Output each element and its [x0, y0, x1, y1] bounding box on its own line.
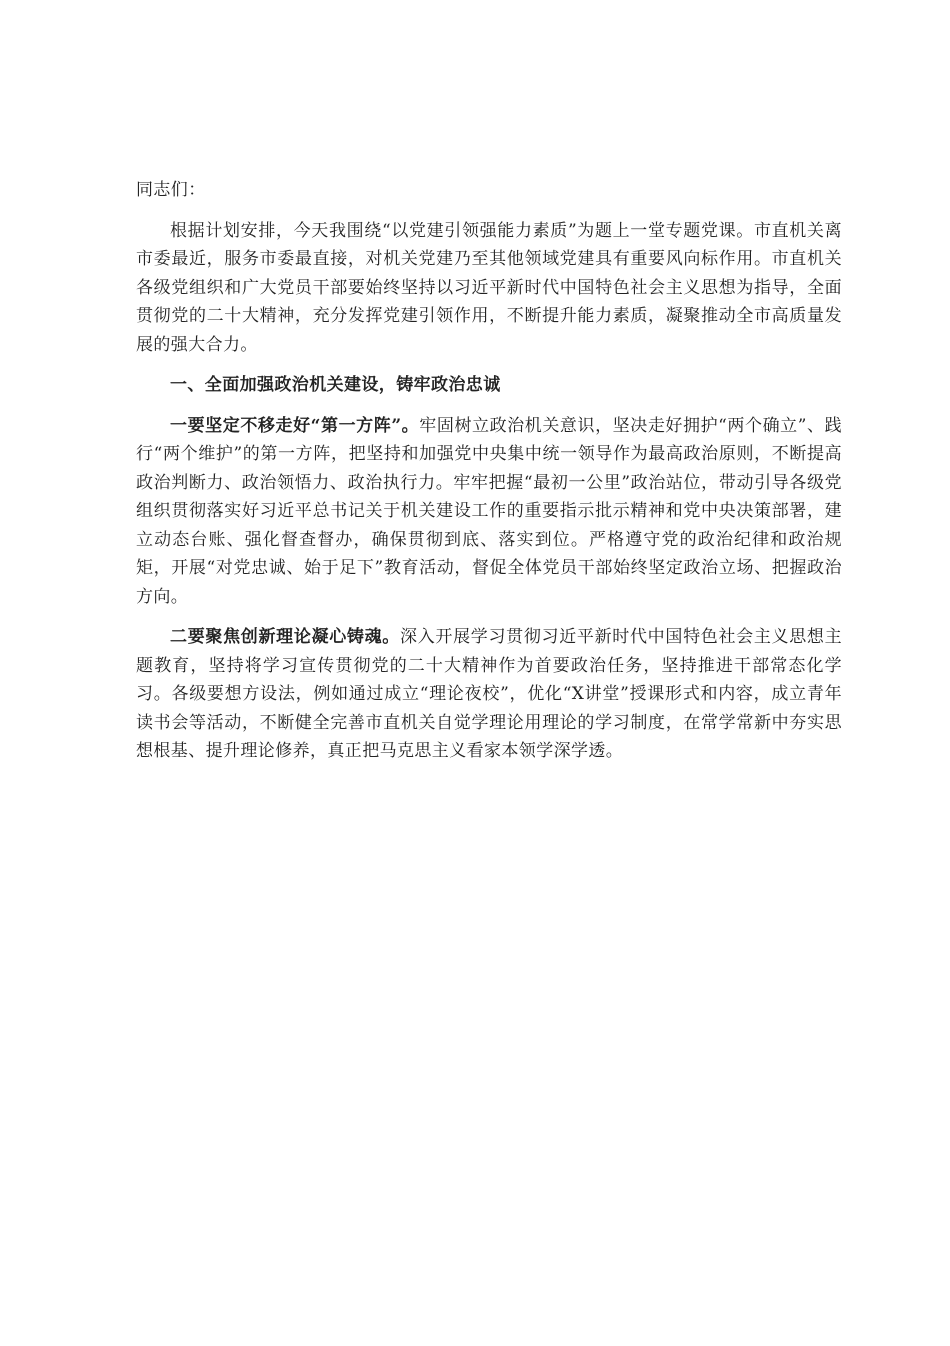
point-1-paragraph: [136, 412, 842, 612]
point-2-body: 深入开展学习贯彻习近平新时代中国特色社会主义思想主题教育，坚持将学习宣传贯彻党的二十大精神作为首要政治任务，坚持推进干部常态化学习。各级要想方设法，例如通过成立“理论夜校”，优化“X讲堂”授课形式和内容，成立青年读书会等活动，不断健全完善市直机关自觉学理论用理论的学习制度，在常学常新中夯实思想根基、提升理论修养，真正把马克思主义看家本领学深学透。: [136, 627, 843, 761]
intro-paragraph: 根据计划安排，今天我围绕“以党建引领强能力素质”为题上一堂专题党课。市直机关离市委最近，服务市委最直接，对机关党建乃至其他领域党建具有重要风向标作用。市直机关各级党组织和广大党员干部要始终坚持以习近平新时代中国特色社会主义思想为指导，全面贯彻党的二十大精神，充分发挥党建引领作用，不断提升能力素质，凝聚推动全市高质量发展的强大合力。: [136, 220, 842, 355]
point-1-body: 牢固树立政治机关意识，坚决走好拥护“两个确立”、践行“两个维护”的第一方阵，把坚持和加强党中央集中统一领导作为最高政治原则，不断提高政治判断力、政治领悟力、政治执行力。牢牢把握“最初一公里”政治站位，带动引导各级党组织贯彻落实好习近平总书记关于机关建设工作的重要指示批示精神和党中央决策部署，建立动态台账、强化督查督办，确保贯彻到底、落实到位。严格遵守党的政治纪律和政治规矩，开展“对党忠诚、始于足下”教育活动，督促全体党员干部始终坚定政治立场、把握政治方向。: [136, 415, 842, 607]
greeting: 同志们：: [136, 180, 206, 200]
document-body: [136, 176, 842, 778]
section-heading: 一、全面加强政治机关建设，铸牢政治忠诚: [170, 375, 501, 395]
point-2-lead: 二要聚焦创新理论凝心铸魂。: [170, 627, 400, 647]
point-1-lead: 一要坚定不移走好“第一方阵”。: [170, 415, 420, 436]
point-2-paragraph: [136, 623, 842, 766]
